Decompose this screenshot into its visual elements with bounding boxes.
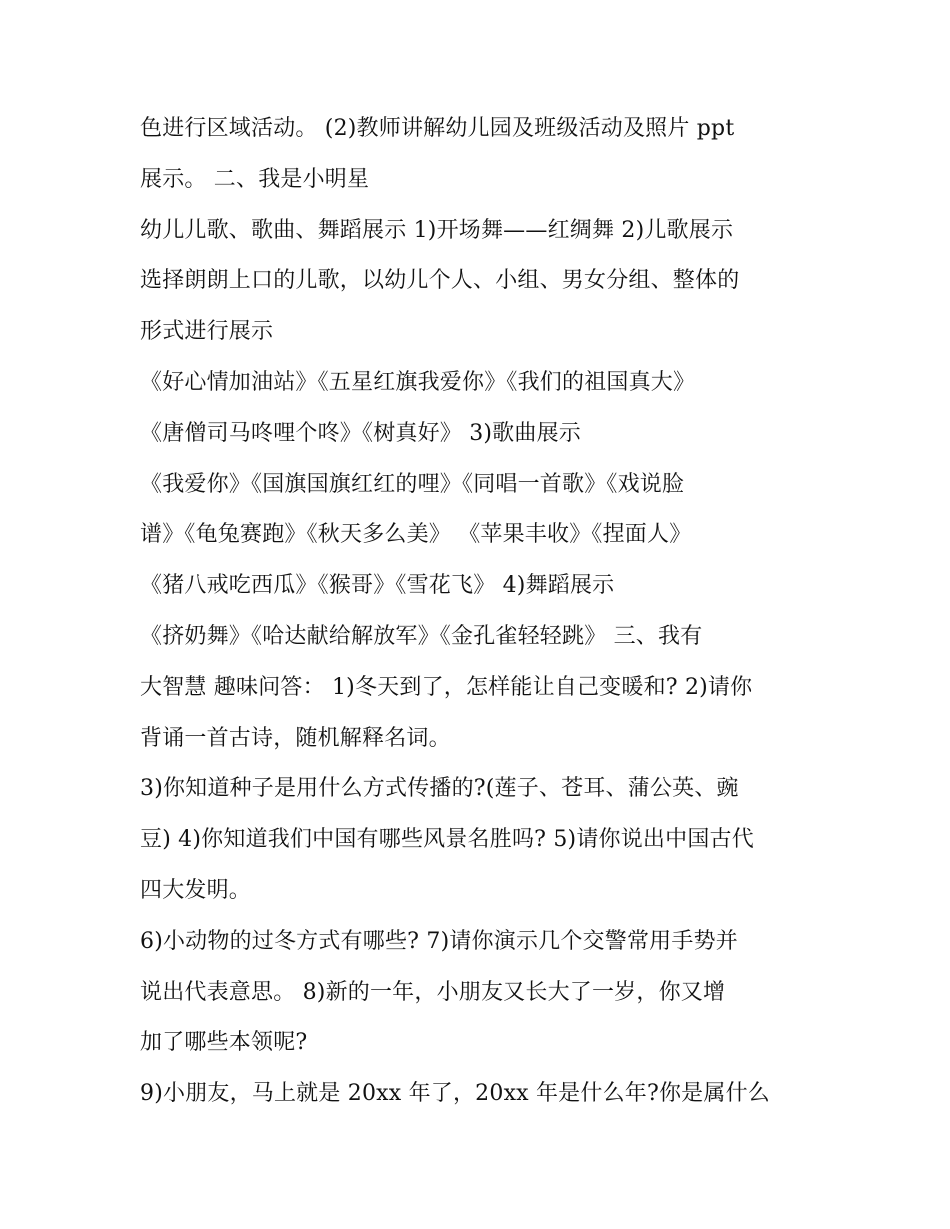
text-line: 四大发明。 xyxy=(140,877,252,903)
text-line: 选择朗朗上口的儿歌，以幼儿个人、小组、男女分组、整体的 xyxy=(140,268,740,294)
text-line: 9)小朋友，马上就是 20xx 年了，20xx 年是什么年?你是属什么 xyxy=(140,1081,770,1107)
document-body xyxy=(140,104,830,1120)
text-line: 《唐僧司马咚哩个咚》《树真好》 3)歌曲展示 xyxy=(140,420,581,446)
text-line: 6)小动物的过冬方式有哪些? 7)请你演示几个交警常用手势并 xyxy=(140,928,738,954)
text-line: 3)你知道种子是用什么方式传播的?(莲子、苍耳、蒲公英、豌 xyxy=(140,776,739,802)
text-line: 谱》《龟兔赛跑》《秋天多么美》 《苹果丰收》《捏面人》 xyxy=(140,522,692,548)
text-line: 大智慧 趣味问答： 1)冬天到了，怎样能让自己变暖和? 2)请你 xyxy=(140,674,753,700)
text-line: 说出代表意思。 8)新的一年，小朋友又长大了一岁，你又增 xyxy=(140,979,726,1005)
text-line: 色进行区域活动。 (2)教师讲解幼儿园及班级活动及照片 ppt xyxy=(140,116,735,141)
text-line: 《猪八戒吃西瓜》《猴哥》《雪花飞》 4)舞蹈展示 xyxy=(140,573,615,599)
text-line: 背诵一首古诗，随机解释名词。 xyxy=(140,725,451,751)
text-line: 《挤奶舞》《哈达献给解放军》《金孔雀轻轻跳》 三、我有 xyxy=(140,623,703,649)
text-line: 展示。 二、我是小明星 xyxy=(140,166,370,192)
text-line: 幼儿儿歌、歌曲、舞蹈展示 1)开场舞——红绸舞 2)儿歌展示 xyxy=(140,217,734,243)
text-line: 《我爱你》《国旗国旗红红的哩》《同唱一首歌》《戏说脸 xyxy=(140,471,685,497)
text-line: 豆) 4)你知道我们中国有哪些风景名胜吗? 5)请你说出中国古代 xyxy=(140,827,754,853)
text-line: 加了哪些本领呢? xyxy=(140,1030,308,1056)
text-line: 形式进行展示 xyxy=(140,319,274,345)
text-line: 《好心情加油站》《五星红旗我爱你》《我们的祖国真大》 xyxy=(140,369,696,395)
